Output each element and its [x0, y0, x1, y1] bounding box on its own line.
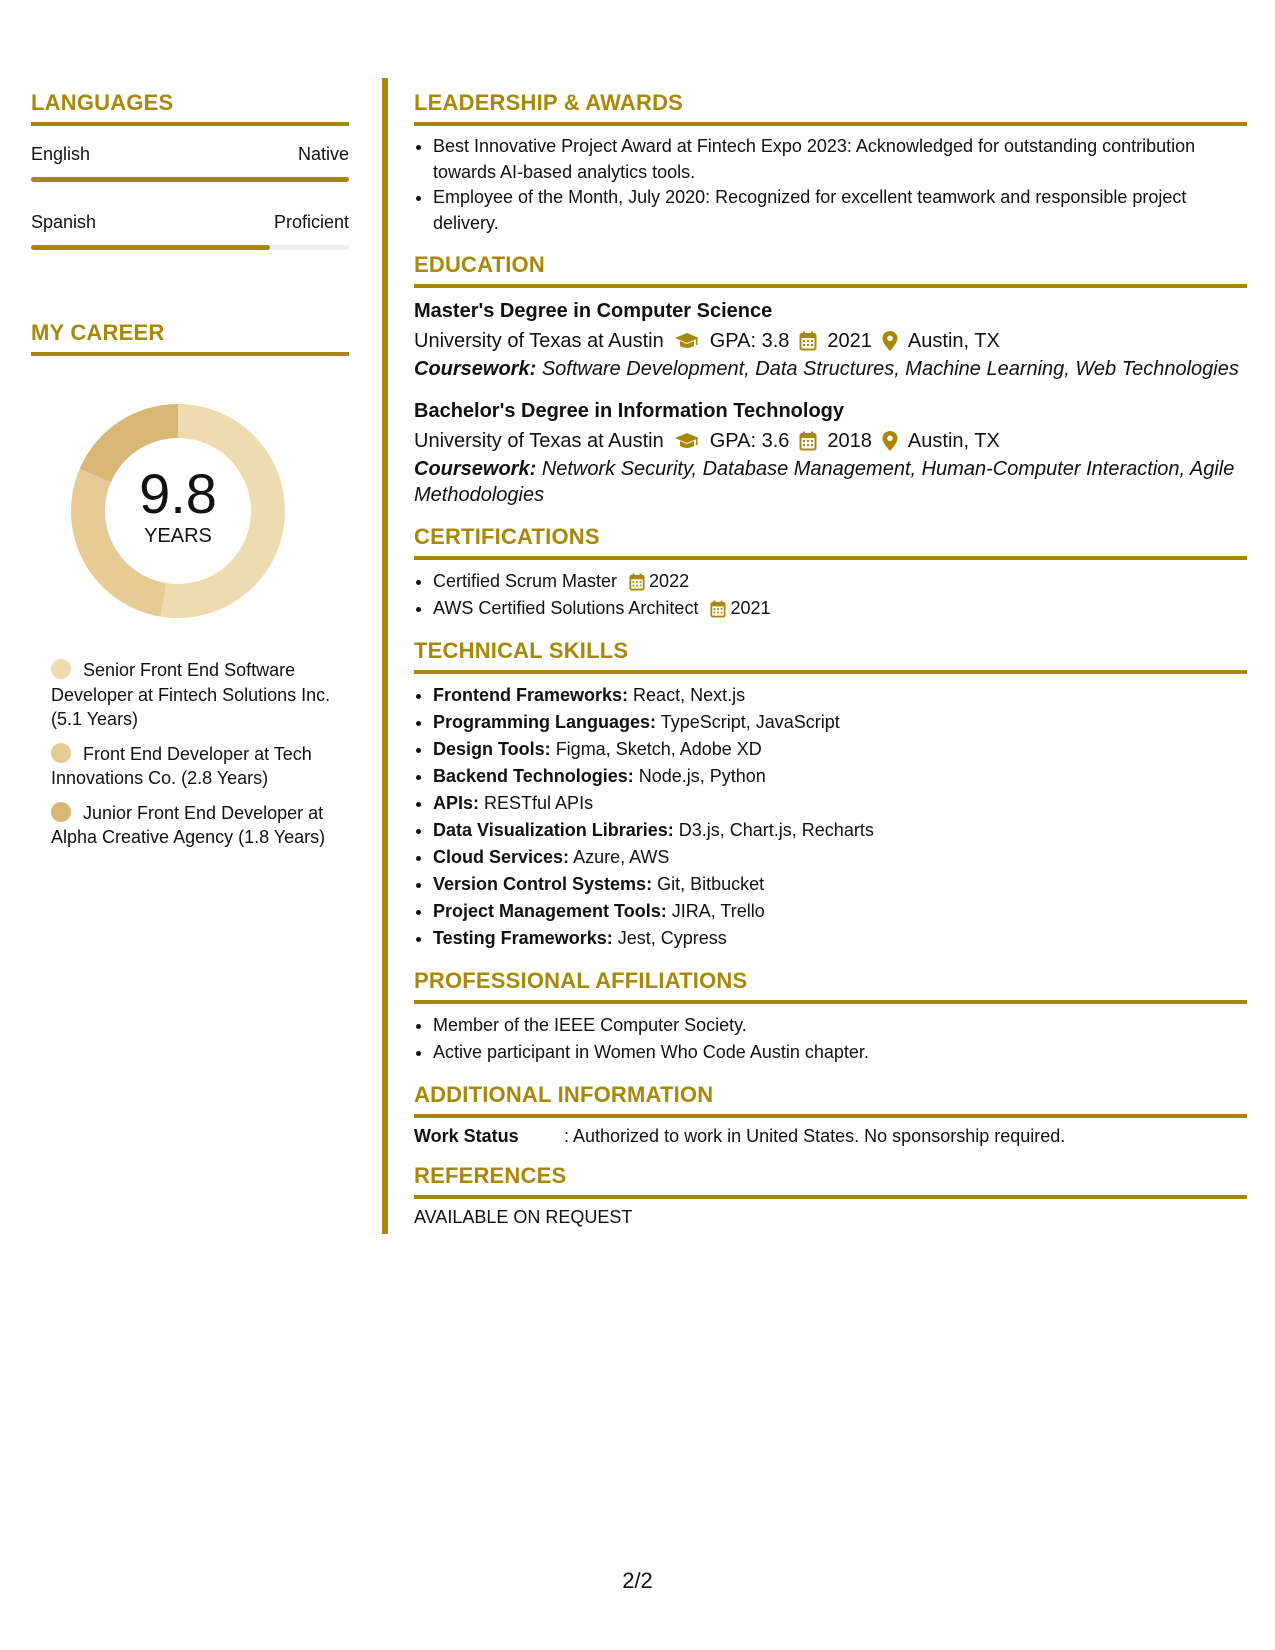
school-location: Austin, TX	[907, 430, 1000, 452]
coursework	[414, 456, 1247, 508]
list-item: • Member of the IEEE Computer Society.	[433, 1012, 1247, 1039]
skill-label: Version Control Systems:	[433, 874, 653, 894]
language-proficiency-fill	[31, 245, 270, 250]
calendar-icon	[629, 573, 645, 591]
certifications-title: CERTIFICATIONS	[414, 524, 1247, 560]
career-legend	[51, 658, 331, 850]
list-item	[433, 844, 1247, 871]
list-item	[433, 736, 1247, 763]
list-item	[433, 898, 1247, 925]
list-item	[433, 925, 1247, 952]
career-total-label: YEARS	[144, 525, 212, 547]
graduation-year: 2018	[827, 430, 872, 452]
skill-value: Azure, AWS	[573, 847, 670, 867]
gpa: GPA: 3.8	[709, 330, 790, 352]
language-proficiency-bar	[31, 245, 349, 250]
cert-name: • Certified Scrum Master	[433, 571, 618, 591]
coursework-list: Software Development, Data Structures, Machine Learning, Web Technologies	[541, 358, 1239, 380]
list-item	[433, 682, 1247, 709]
cert-year: 2022	[649, 571, 690, 591]
education-title: EDUCATION	[414, 252, 1247, 288]
education-entry	[414, 396, 1247, 508]
school-location: Austin, TX	[907, 330, 1000, 352]
work-status-value: : Authorized to work in United States. No sponsorship required.	[564, 1126, 1066, 1146]
calendar-icon	[799, 431, 817, 451]
location-pin-icon	[882, 431, 898, 451]
affiliations-list	[414, 1012, 1247, 1066]
skill-value: Figma, Sketch, Adobe XD	[555, 739, 762, 759]
coursework-label: Coursework:	[414, 358, 537, 380]
language-level: Proficient	[273, 212, 349, 232]
page-number: 2/2	[622, 1568, 653, 1593]
list-item: • Active participant in Women Who Code Austin chapter.	[433, 1039, 1247, 1066]
left-column	[31, 90, 349, 860]
skill-label: Testing Frameworks:	[433, 928, 613, 948]
work-status-label: Work Status	[414, 1126, 519, 1146]
school-name: University of Texas at Austin	[414, 330, 664, 352]
leadership-title: LEADERSHIP & AWARDS	[414, 90, 1247, 126]
skill-value: D3.js, Chart.js, Recharts	[678, 820, 874, 840]
degree-title: Master's Degree in Computer Science	[414, 300, 773, 322]
additional-title: ADDITIONAL INFORMATION	[414, 1082, 1247, 1118]
calendar-icon	[710, 600, 726, 618]
skill-value: Node.js, Python	[638, 766, 766, 786]
legend-item	[51, 742, 331, 791]
skill-value: JIRA, Trello	[671, 901, 765, 921]
list-item: • Employee of the Month, July 2020: Recognized for excellent teamwork and responsible project delivery.	[433, 185, 1247, 236]
references-section	[414, 1163, 1247, 1228]
education-meta	[414, 326, 1247, 356]
list-item	[433, 568, 1247, 595]
graduation-cap-icon	[674, 432, 700, 450]
calendar-icon	[799, 331, 817, 351]
skills-list	[414, 682, 1247, 952]
language-level: Native	[297, 144, 349, 164]
legend-item	[51, 801, 331, 850]
affiliations-section	[414, 968, 1247, 1066]
education-meta	[414, 426, 1247, 456]
language-item	[31, 212, 349, 250]
references-text: AVAILABLE ON REQUEST	[414, 1207, 633, 1227]
education-entry	[414, 296, 1247, 382]
skills-section	[414, 638, 1247, 952]
career-total-value: 9.8	[139, 462, 217, 525]
skill-label: Cloud Services:	[433, 847, 570, 867]
skill-value: Jest, Cypress	[617, 928, 727, 948]
cert-name: • AWS Certified Solutions Architect	[433, 598, 699, 618]
language-proficiency-bar	[31, 177, 349, 182]
school-name: University of Texas at Austin	[414, 430, 664, 452]
leadership-section	[414, 90, 1247, 236]
skill-value: Git, Bitbucket	[657, 874, 765, 894]
legend-text: Front End Developer at Tech Innovations Co. (2.8 Years)	[51, 743, 312, 788]
skill-label: Project Management Tools:	[433, 901, 667, 921]
skill-label: Frontend Frameworks:	[433, 685, 629, 705]
skills-title: TECHNICAL SKILLS	[414, 638, 1247, 674]
list-item	[433, 871, 1247, 898]
list-item	[433, 790, 1247, 817]
column-divider	[382, 78, 388, 1234]
skill-value: React, Next.js	[633, 685, 746, 705]
legend-text: Junior Front End Developer at Alpha Creative Agency (1.8 Years)	[51, 802, 326, 847]
degree-title: Bachelor's Degree in Information Technology	[414, 400, 845, 422]
legend-item	[51, 658, 331, 732]
affiliations-title: PROFESSIONAL AFFILIATIONS	[414, 968, 1247, 1004]
education-section	[414, 252, 1247, 508]
location-pin-icon	[882, 331, 898, 351]
legend-dot	[51, 802, 71, 822]
language-proficiency-fill	[31, 177, 349, 182]
language-item	[31, 144, 349, 182]
coursework	[414, 356, 1247, 382]
career-total	[65, 398, 291, 624]
list-item	[433, 817, 1247, 844]
legend-dot	[51, 743, 71, 763]
skill-label: APIs:	[433, 793, 480, 813]
coursework-label: Coursework:	[414, 458, 537, 480]
cert-year: 2021	[730, 598, 771, 618]
references-title: REFERENCES	[414, 1163, 1247, 1199]
skill-label: Data Visualization Libraries:	[433, 820, 674, 840]
graduation-year: 2021	[827, 330, 872, 352]
certifications-list	[414, 568, 1247, 622]
additional-section	[414, 1082, 1247, 1147]
certifications-section	[414, 524, 1247, 622]
skill-value: RESTful APIs	[484, 793, 594, 813]
legend-text: Senior Front End Software Developer at Fintech Solutions Inc. (5.1 Years)	[51, 660, 331, 729]
career-donut-chart	[65, 398, 291, 624]
list-item	[433, 763, 1247, 790]
work-status-row	[414, 1126, 1247, 1147]
skill-label: Design Tools:	[433, 739, 551, 759]
leadership-list	[414, 134, 1247, 236]
gpa: GPA: 3.6	[709, 430, 790, 452]
career-title: MY CAREER	[31, 320, 349, 356]
graduation-cap-icon	[674, 332, 700, 350]
legend-dot	[51, 659, 71, 679]
skill-value: TypeScript, JavaScript	[660, 712, 840, 732]
languages-title: LANGUAGES	[31, 90, 349, 126]
list-item	[433, 709, 1247, 736]
skill-label: Programming Languages:	[433, 712, 657, 732]
coursework-list: Network Security, Database Management, Human-Computer Interaction, Agile Methodologies	[414, 458, 1235, 506]
list-item: • Best Innovative Project Award at Fintech Expo 2023: Acknowledged for outstanding contribution towards AI-based analytics tools.	[433, 134, 1247, 185]
right-column	[414, 90, 1247, 1244]
skill-label: Backend Technologies:	[433, 766, 634, 786]
language-name: Spanish	[31, 212, 97, 232]
list-item	[433, 595, 1247, 622]
language-name: English	[31, 144, 91, 164]
